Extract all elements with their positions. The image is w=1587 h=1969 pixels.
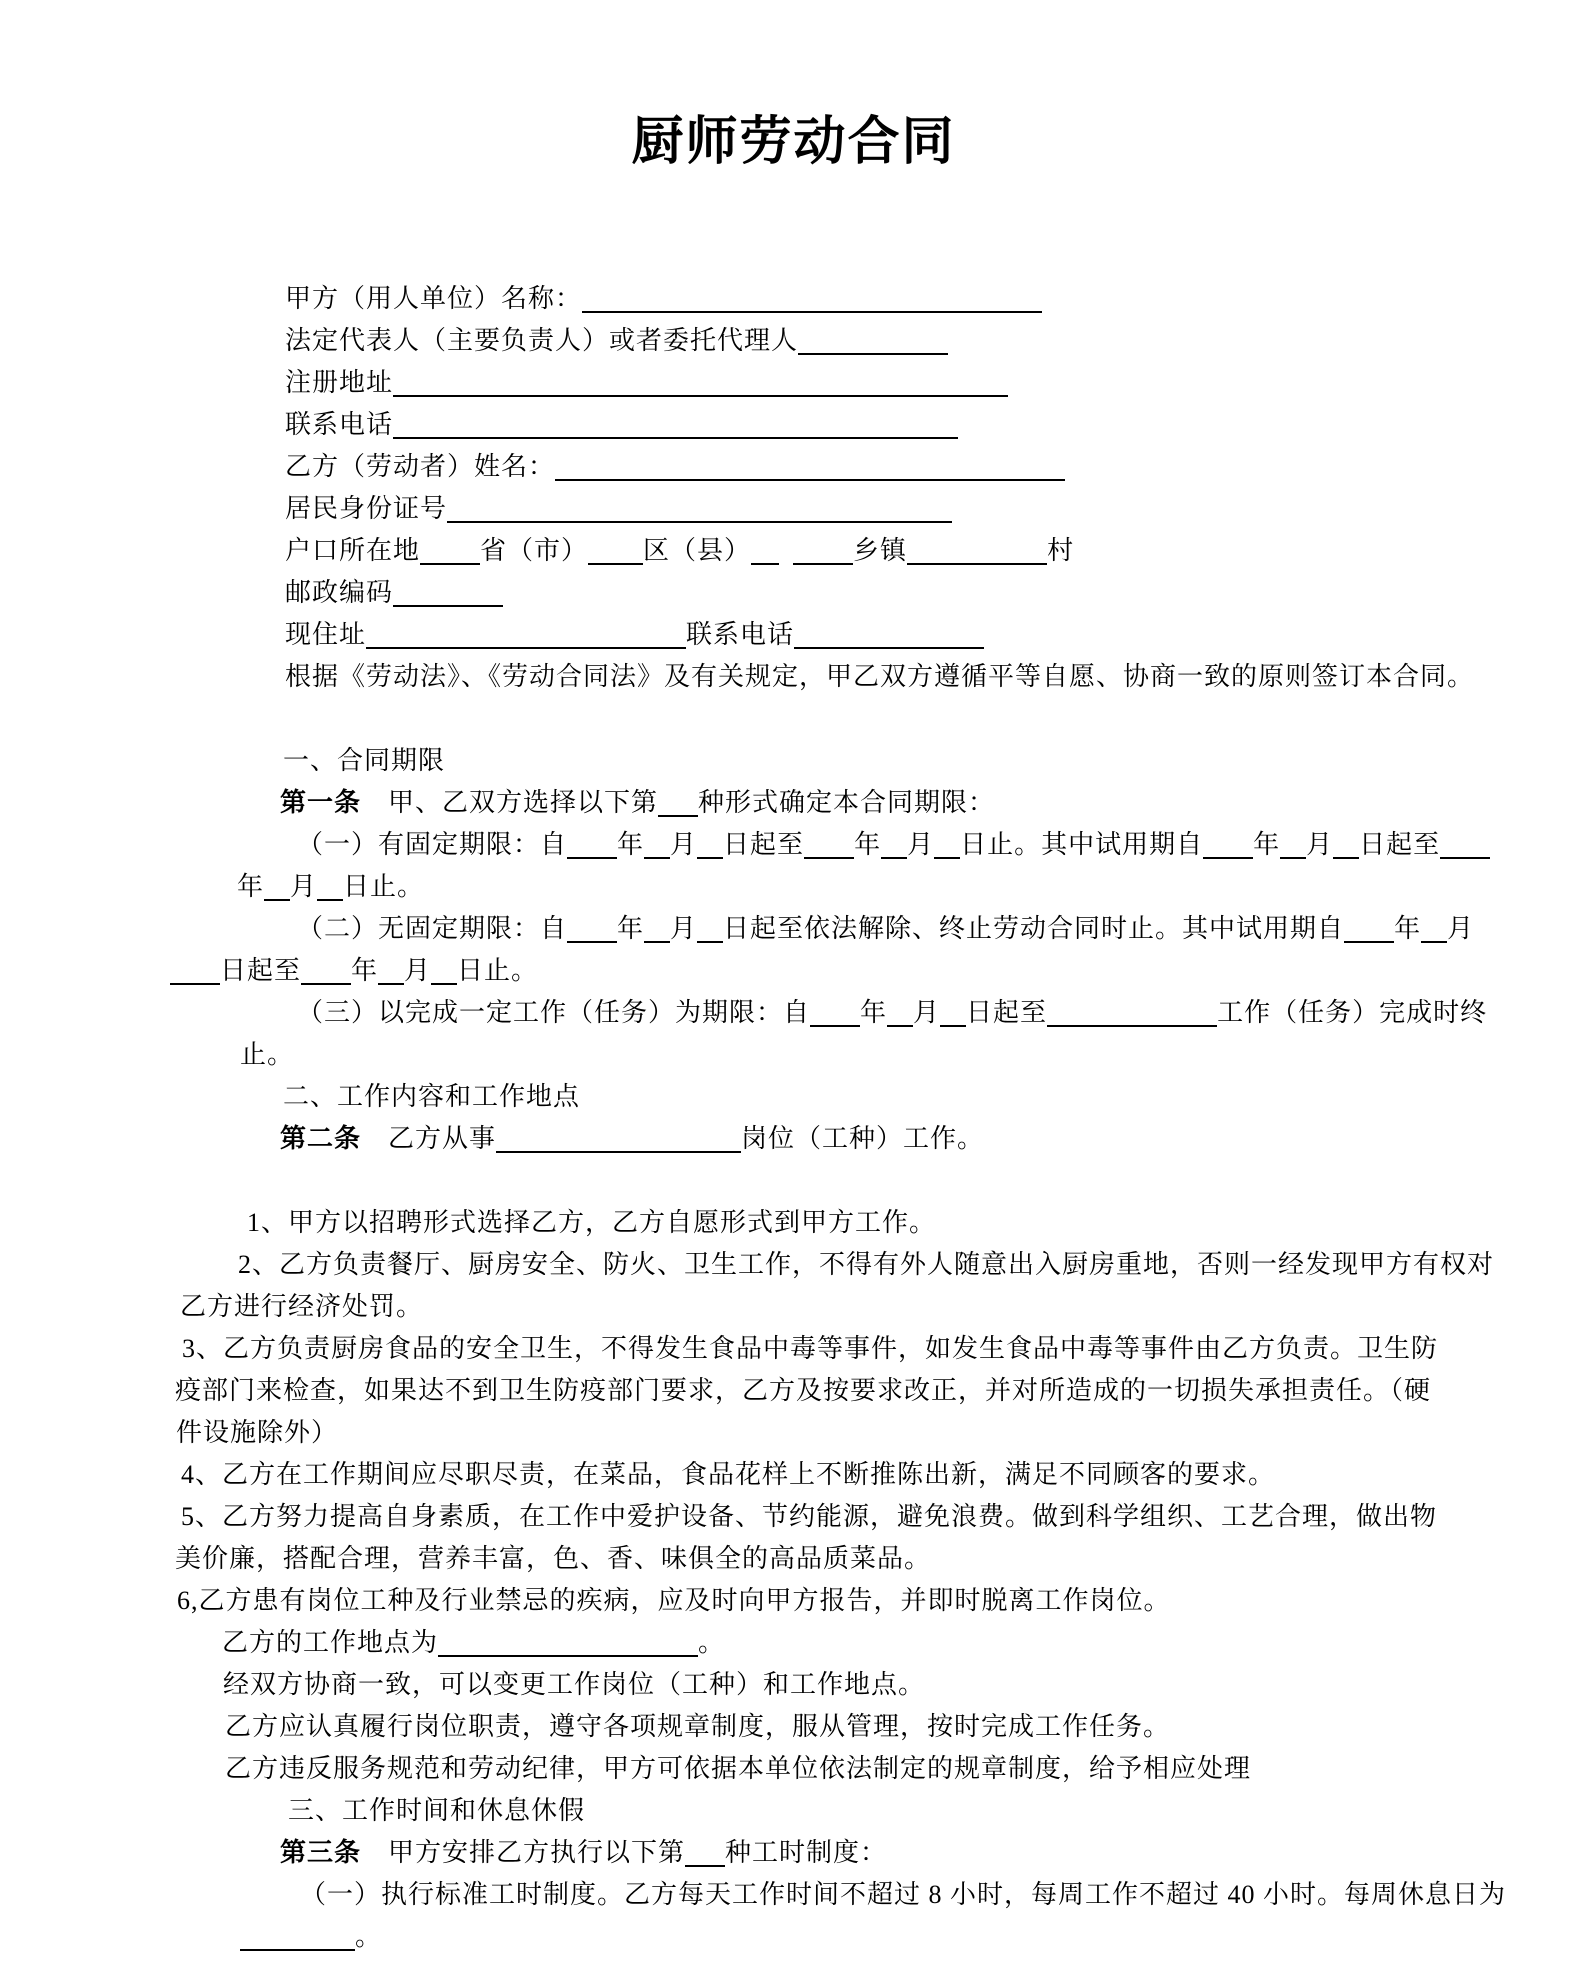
fill-in-blank bbox=[431, 983, 457, 985]
fill-in-blank bbox=[588, 563, 643, 565]
fill-in-blank bbox=[555, 479, 1065, 481]
text-run: （二）无固定期限：自 bbox=[297, 914, 568, 943]
doc-line bbox=[288, 1790, 1587, 1832]
doc-line bbox=[237, 866, 1587, 908]
text-run: 联系电话 bbox=[686, 620, 795, 649]
text-run: 月 bbox=[670, 830, 698, 859]
fill-in-blank bbox=[393, 437, 958, 439]
doc-line bbox=[181, 1454, 1587, 1496]
text-run: 省（市） bbox=[480, 536, 589, 565]
text-run: 现住址 bbox=[285, 620, 367, 649]
text-run: 乙方（劳动者）姓名： bbox=[285, 452, 556, 481]
fill-in-blank bbox=[317, 899, 343, 901]
doc-line bbox=[181, 1496, 1587, 1538]
text-run: 户口所在地 bbox=[285, 536, 421, 565]
text-run: 居民身份证号 bbox=[285, 494, 448, 523]
text-run: 第二条 bbox=[280, 1124, 362, 1153]
text-run: 日起至 bbox=[1359, 830, 1441, 859]
fill-in-blank bbox=[420, 563, 480, 565]
text-run: 邮政编码 bbox=[285, 578, 394, 607]
text-run: 乙方进行经济处罚。 bbox=[180, 1292, 424, 1321]
fill-in-blank bbox=[810, 1025, 860, 1027]
doc-line bbox=[175, 1370, 1587, 1412]
fill-in-blank bbox=[798, 353, 948, 355]
text-run: 乙方的工作地点为 bbox=[222, 1628, 439, 1657]
doc-line bbox=[283, 1076, 1587, 1118]
fill-in-blank bbox=[1344, 941, 1394, 943]
fill-in-blank bbox=[644, 857, 670, 859]
fill-in-blank bbox=[582, 311, 1042, 313]
text-run: 月 bbox=[907, 830, 935, 859]
text-run: 日止。其中试用期自 bbox=[960, 830, 1204, 859]
fill-in-blank bbox=[685, 1865, 725, 1867]
doc-line bbox=[280, 1118, 1587, 1160]
fill-in-blank bbox=[438, 1655, 698, 1657]
text-run: 月 bbox=[1306, 830, 1334, 859]
text-run: 二、工作内容和工作地点 bbox=[283, 1082, 581, 1111]
fill-in-blank bbox=[881, 857, 907, 859]
doc-line bbox=[177, 1580, 1587, 1622]
text-run: 联系电话 bbox=[285, 410, 394, 439]
fill-in-blank bbox=[793, 563, 853, 565]
fill-in-blank bbox=[644, 941, 670, 943]
doc-line bbox=[285, 362, 1587, 404]
text-run: 工作（任务）完成时终 bbox=[1217, 998, 1488, 1027]
fill-in-blank bbox=[240, 1949, 355, 1951]
text-run: 日止。 bbox=[343, 872, 425, 901]
doc-line bbox=[170, 950, 1587, 992]
text-run: 日起至 bbox=[220, 956, 302, 985]
text-run: 一、合同期限 bbox=[283, 746, 446, 775]
text-run: 种形式确定本合同期限： bbox=[698, 788, 996, 817]
doc-line bbox=[285, 614, 1587, 656]
text-run: 年 bbox=[1253, 830, 1281, 859]
fill-in-blank bbox=[1421, 941, 1447, 943]
doc-line bbox=[297, 824, 1587, 866]
doc-line bbox=[285, 446, 1587, 488]
fill-in-blank bbox=[1047, 1025, 1217, 1027]
fill-in-blank bbox=[697, 941, 723, 943]
text-run: 年 bbox=[860, 998, 888, 1027]
document-title: 厨师劳动合同 bbox=[631, 114, 956, 171]
text-run: 2、乙方负责餐厅、厨房安全、防火、卫生工作，不得有外人随意出入厨房重地，否则一经发现甲方有权对 bbox=[238, 1250, 1495, 1279]
doc-line bbox=[247, 1202, 1587, 1244]
fill-in-blank bbox=[1280, 857, 1306, 859]
text-run: 年 bbox=[351, 956, 379, 985]
text-run: 日起至 bbox=[966, 998, 1048, 1027]
doc-line bbox=[222, 1622, 1587, 1664]
doc-body bbox=[0, 278, 1587, 1958]
text-run: 年 bbox=[854, 830, 882, 859]
fill-in-blank bbox=[934, 857, 960, 859]
text-run: 3、乙方负责厨房食品的安全卫生，不得发生食品中毒等事件，如发生食品中毒等事件由乙方负责。卫生防 bbox=[182, 1334, 1439, 1363]
text-run: 月 bbox=[290, 872, 318, 901]
text-run: 年 bbox=[617, 914, 645, 943]
fill-in-blank bbox=[907, 563, 1047, 565]
text-run: 第一条 bbox=[280, 788, 362, 817]
text-run: 日起至 bbox=[723, 830, 805, 859]
text-run: 乙方应认真履行岗位职责，遵守各项规章制度，服从管理，按时完成工作任务。 bbox=[225, 1712, 1171, 1741]
fill-in-blank bbox=[301, 983, 351, 985]
doc-line bbox=[175, 1538, 1587, 1580]
fill-in-blank bbox=[697, 857, 723, 859]
blank-line bbox=[0, 1160, 1587, 1202]
text-run: 村 bbox=[1047, 536, 1075, 565]
doc-line bbox=[225, 1706, 1587, 1748]
text-run: 月 bbox=[404, 956, 432, 985]
text-run: 根据《劳动法》、《劳动合同法》及有关规定，甲乙双方遵循平等自愿、协商一致的原则签订本合同。 bbox=[285, 662, 1475, 691]
fill-in-blank bbox=[804, 857, 854, 859]
text-run: 区（县） bbox=[643, 536, 752, 565]
text-run: 日起至依法解除、终止劳动合同时止。其中试用期自 bbox=[723, 914, 1345, 943]
doc-line bbox=[283, 740, 1587, 782]
text-run: 件设施除外） bbox=[176, 1418, 339, 1447]
doc-line bbox=[238, 1244, 1587, 1286]
doc-line bbox=[297, 908, 1587, 950]
doc-line bbox=[285, 404, 1587, 446]
fill-in-blank bbox=[393, 605, 503, 607]
fill-in-blank bbox=[1203, 857, 1253, 859]
doc-line bbox=[176, 1412, 1587, 1454]
fill-in-blank bbox=[447, 521, 952, 523]
text-run: （一）有固定期限：自 bbox=[297, 830, 568, 859]
text-run: 。 bbox=[698, 1628, 726, 1657]
fill-in-blank bbox=[940, 1025, 966, 1027]
fill-in-blank bbox=[366, 647, 686, 649]
text-run: 乡镇 bbox=[853, 536, 908, 565]
doc-line bbox=[280, 782, 1587, 824]
text-run: 止。 bbox=[240, 1040, 295, 1069]
text-run: 三、工作时间和休息休假 bbox=[288, 1796, 586, 1825]
doc-line bbox=[182, 1328, 1587, 1370]
doc-line bbox=[285, 530, 1587, 572]
doc-line bbox=[223, 1664, 1587, 1706]
fill-in-blank bbox=[170, 983, 220, 985]
text-run: 乙方违反服务规范和劳动纪律，甲方可依据本单位依法制定的规章制度，给予相应处理 bbox=[225, 1754, 1252, 1783]
fill-in-blank bbox=[1440, 857, 1490, 859]
fill-in-blank bbox=[887, 1025, 913, 1027]
fill-in-blank bbox=[751, 563, 779, 565]
text-run: （三）以完成一定工作（任务）为期限：自 bbox=[297, 998, 811, 1027]
doc-line bbox=[300, 1874, 1587, 1916]
text-run: 甲方安排乙方执行以下第 bbox=[361, 1838, 686, 1867]
doc-line bbox=[280, 1832, 1587, 1874]
blank-line bbox=[0, 698, 1587, 740]
text-run: 美价廉，搭配合理，营养丰富，色、香、味俱全的高品质菜品。 bbox=[175, 1544, 932, 1573]
doc-line bbox=[240, 1916, 1587, 1958]
text-run: 经双方协商一致，可以变更工作岗位（工种）和工作地点。 bbox=[223, 1670, 926, 1699]
text-run: 1、甲方以招聘形式选择乙方，乙方自愿形式到甲方工作。 bbox=[247, 1208, 937, 1237]
text-run: 。 bbox=[355, 1922, 383, 1951]
fill-in-blank bbox=[264, 899, 290, 901]
text-run: 年 bbox=[1394, 914, 1422, 943]
doc-line bbox=[297, 992, 1587, 1034]
doc-line bbox=[225, 1748, 1587, 1790]
text-run: （一）执行标准工时制度。乙方每天工作时间不超过 8 小时，每周工作不超过 40 小时。每周休息日为 bbox=[300, 1880, 1507, 1909]
text-run: 5、乙方努力提高自身素质，在工作中爱护设备、节约能源，避免浪费。做到科学组织、工艺合理，做出物 bbox=[181, 1502, 1438, 1531]
text-run: 6,乙方患有岗位工种及行业禁忌的疾病，应及时向甲方报告，并即时脱离工作岗位。 bbox=[177, 1586, 1171, 1615]
doc-line bbox=[285, 278, 1587, 320]
text-run: 法定代表人（主要负责人）或者委托代理人 bbox=[285, 326, 799, 355]
fill-in-blank bbox=[567, 857, 617, 859]
text-run: 注册地址 bbox=[285, 368, 394, 397]
fill-in-blank bbox=[378, 983, 404, 985]
text-run: 年 bbox=[237, 872, 265, 901]
text-run: 月 bbox=[913, 998, 941, 1027]
fill-in-blank bbox=[393, 395, 1008, 397]
text-run: 4、乙方在工作期间应尽职尽责，在菜品，食品花样上不断推陈出新，满足不同顾客的要求。 bbox=[181, 1460, 1276, 1489]
fill-in-blank bbox=[1333, 857, 1359, 859]
fill-in-blank bbox=[794, 647, 984, 649]
doc-line bbox=[285, 488, 1587, 530]
text-run: 疫部门来检查，如果达不到卫生防疫部门要求，乙方及按要求改正，并对所造成的一切损失承担责任。（硬 bbox=[175, 1376, 1432, 1405]
text-run: 种工时制度： bbox=[725, 1838, 888, 1867]
text-run: 乙方从事 bbox=[361, 1124, 497, 1153]
fill-in-blank bbox=[496, 1151, 741, 1153]
text-run: 年 bbox=[617, 830, 645, 859]
fill-in-blank bbox=[567, 941, 617, 943]
doc-line bbox=[285, 656, 1587, 698]
text-run: 月 bbox=[670, 914, 698, 943]
text-run: 日止。 bbox=[457, 956, 539, 985]
fill-in-blank bbox=[658, 815, 698, 817]
text-run: 甲、乙双方选择以下第 bbox=[361, 788, 659, 817]
text-run: 甲方（用人单位）名称： bbox=[285, 284, 583, 313]
doc-line bbox=[285, 320, 1587, 362]
doc-line bbox=[180, 1286, 1587, 1328]
doc-line bbox=[285, 572, 1587, 614]
doc-line bbox=[240, 1034, 1587, 1076]
text-run: 岗位（工种）工作。 bbox=[741, 1124, 985, 1153]
text-run: 月 bbox=[1447, 914, 1475, 943]
text-run: 第三条 bbox=[280, 1838, 362, 1867]
